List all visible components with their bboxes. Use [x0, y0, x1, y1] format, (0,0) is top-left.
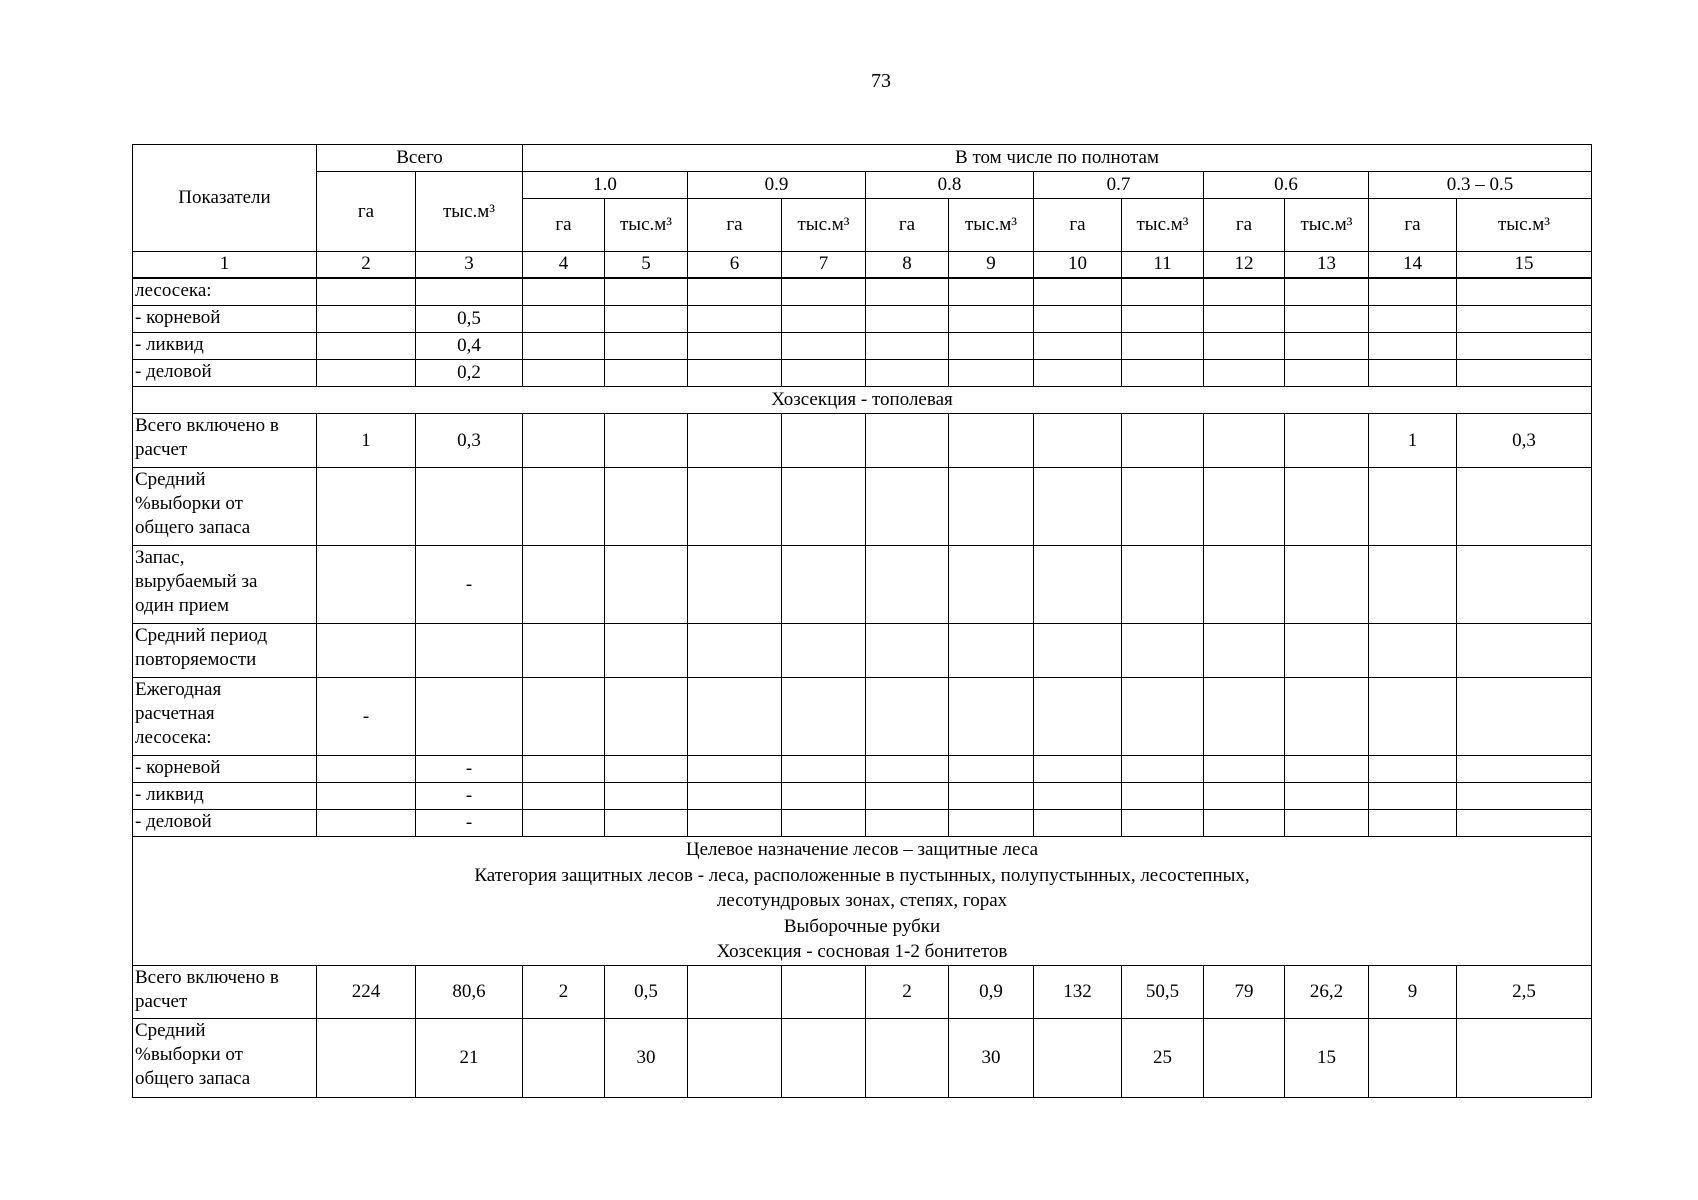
table-cell: [416, 278, 523, 306]
table-cell: [1457, 624, 1592, 678]
table-cell: [1204, 414, 1285, 468]
table-cell: 26,2: [1285, 966, 1369, 1019]
table-cell: [1457, 278, 1592, 306]
table-cell: [605, 810, 688, 837]
table-cell: [1457, 360, 1592, 387]
table-cell: [1369, 468, 1457, 546]
header-density: 0.3 – 0.5: [1369, 172, 1592, 199]
table-cell: 30: [605, 1019, 688, 1098]
table-row: [133, 278, 1592, 306]
row-label: - ликвид: [133, 333, 317, 360]
table-cell: [1285, 278, 1369, 306]
table-cell: -: [416, 756, 523, 783]
table-cell: [317, 333, 416, 360]
table-cell: [605, 333, 688, 360]
table-cell: [1204, 360, 1285, 387]
table-cell: [1369, 783, 1457, 810]
table-cell: [317, 624, 416, 678]
column-number: 10: [1034, 252, 1122, 278]
row-label: Ежегодная расчетная лесосека:: [133, 678, 317, 756]
table-cell: [1204, 783, 1285, 810]
table-cell: [1457, 333, 1592, 360]
table-cell: [949, 546, 1034, 624]
table-cell: [1034, 360, 1122, 387]
header-density: 0.9: [688, 172, 866, 199]
column-number: 9: [949, 252, 1034, 278]
table-cell: 0,2: [416, 360, 523, 387]
header-unit-vol: тыс.м³: [1122, 199, 1204, 252]
table-cell: 15: [1285, 1019, 1369, 1098]
table-cell: [605, 783, 688, 810]
table-cell: [1034, 678, 1122, 756]
table-cell: [688, 414, 782, 468]
row-label: Средний %выборки от общего запаса: [133, 1019, 317, 1098]
table-cell: [1369, 306, 1457, 333]
table-row: [133, 783, 1592, 810]
table-cell: [949, 756, 1034, 783]
table-cell: [523, 810, 605, 837]
table-cell: [782, 810, 866, 837]
table-cell: [866, 306, 949, 333]
forest-cutting-table: [132, 144, 1592, 1098]
table-cell: [1122, 278, 1204, 306]
table-cell: [866, 1019, 949, 1098]
table-cell: [782, 624, 866, 678]
table-cell: [317, 306, 416, 333]
table-cell: 79: [1204, 966, 1285, 1019]
table-cell: [1204, 546, 1285, 624]
table-cell: [688, 278, 782, 306]
table-cell: [1369, 678, 1457, 756]
table-cell: [523, 468, 605, 546]
header-unit-ha: га: [1204, 199, 1285, 252]
table-cell: -: [416, 783, 523, 810]
row-label: Всего включено в расчет: [133, 414, 317, 468]
row-label: Средний %выборки от общего запаса: [133, 468, 317, 546]
table-row: [133, 414, 1592, 468]
row-label: Запас, вырубаемый за один прием: [133, 546, 317, 624]
table-cell: -: [416, 810, 523, 837]
table-cell: [523, 546, 605, 624]
table-cell: 0,4: [416, 333, 523, 360]
table-cell: [688, 306, 782, 333]
table-cell: [1034, 278, 1122, 306]
table-cell: [782, 756, 866, 783]
table-cell: [605, 624, 688, 678]
table-cell: [1285, 756, 1369, 783]
table-cell: [1034, 1019, 1122, 1098]
table-cell: [782, 546, 866, 624]
table-cell: [523, 624, 605, 678]
row-label: - деловой: [133, 810, 317, 837]
header-total: Всего: [317, 145, 523, 172]
header-unit-vol: тыс.м³: [1285, 199, 1369, 252]
header-density: 1.0: [523, 172, 688, 199]
column-number: 4: [523, 252, 605, 278]
table-cell: [1285, 624, 1369, 678]
table-cell: [416, 678, 523, 756]
table-cell: [1457, 678, 1592, 756]
table-cell: [1204, 678, 1285, 756]
table-cell: [523, 756, 605, 783]
table-cell: [782, 783, 866, 810]
table-cell: [1369, 546, 1457, 624]
table-cell: [1457, 306, 1592, 333]
table-cell: [866, 783, 949, 810]
table-cell: [866, 810, 949, 837]
table-cell: [605, 678, 688, 756]
table-cell: [605, 306, 688, 333]
table-cell: [317, 756, 416, 783]
table-cell: [782, 468, 866, 546]
table-cell: [782, 1019, 866, 1098]
page-number: 73: [871, 70, 891, 92]
table-cell: [1122, 678, 1204, 756]
table-cell: [1285, 783, 1369, 810]
table-cell: 2: [866, 966, 949, 1019]
column-number: 11: [1122, 252, 1204, 278]
table-cell: [688, 468, 782, 546]
row-label: Всего включено в расчет: [133, 966, 317, 1019]
table-cell: [1369, 810, 1457, 837]
table-cell: 2,5: [1457, 966, 1592, 1019]
header-density: 0.7: [1034, 172, 1204, 199]
table-cell: [782, 360, 866, 387]
table-cell: [688, 966, 782, 1019]
header-unit-vol: тыс.м³: [605, 199, 688, 252]
header-unit-ha: га: [523, 199, 605, 252]
table-cell: 9: [1369, 966, 1457, 1019]
table-row: [133, 624, 1592, 678]
table-cell: [688, 783, 782, 810]
table-cell: [688, 333, 782, 360]
table-cell: [688, 810, 782, 837]
table-cell: [688, 546, 782, 624]
table-cell: [866, 468, 949, 546]
table-cell: [317, 1019, 416, 1098]
header-density: 0.8: [866, 172, 1034, 199]
table-cell: [605, 546, 688, 624]
table-cell: [1122, 546, 1204, 624]
table-cell: [1034, 783, 1122, 810]
table-cell: [523, 333, 605, 360]
table-cell: 50,5: [1122, 966, 1204, 1019]
table-cell: [949, 624, 1034, 678]
table-cell: 25: [1122, 1019, 1204, 1098]
table-cell: [1204, 333, 1285, 360]
header-indicators: Показатели: [133, 145, 317, 252]
table-cell: [1285, 414, 1369, 468]
table-row: [133, 1019, 1592, 1098]
table-cell: [1034, 306, 1122, 333]
table-cell: [782, 278, 866, 306]
table-cell: [782, 966, 866, 1019]
table-cell: [866, 624, 949, 678]
table-cell: [949, 468, 1034, 546]
column-number: 1: [133, 252, 317, 278]
table-cell: [1285, 360, 1369, 387]
column-number: 5: [605, 252, 688, 278]
table-cell: [317, 783, 416, 810]
header-unit-ha: га: [688, 199, 782, 252]
section-title: Хозсекция - тополевая: [133, 387, 1592, 414]
table-cell: [1204, 810, 1285, 837]
column-number: 13: [1285, 252, 1369, 278]
table-cell: [949, 810, 1034, 837]
table-cell: [1204, 624, 1285, 678]
table-cell: [1122, 306, 1204, 333]
table-cell: [782, 333, 866, 360]
table-cell: [688, 624, 782, 678]
table-row: [133, 546, 1592, 624]
table-cell: [317, 360, 416, 387]
table-cell: 0,9: [949, 966, 1034, 1019]
table-cell: [1122, 756, 1204, 783]
table-cell: [1457, 468, 1592, 546]
table-cell: 0,3: [416, 414, 523, 468]
table-cell: [866, 278, 949, 306]
table-cell: 132: [1034, 966, 1122, 1019]
table-cell: [605, 360, 688, 387]
table-row: [133, 306, 1592, 333]
table-cell: [1034, 756, 1122, 783]
table-cell: [605, 468, 688, 546]
table-cell: [1034, 546, 1122, 624]
table-cell: [1034, 414, 1122, 468]
table-cell: [1457, 810, 1592, 837]
column-number: 7: [782, 252, 866, 278]
table-cell: [317, 546, 416, 624]
table-cell: [949, 414, 1034, 468]
table-cell: [1204, 756, 1285, 783]
table-cell: 80,6: [416, 966, 523, 1019]
table-cell: [523, 306, 605, 333]
table-cell: [1034, 333, 1122, 360]
table-cell: [688, 1019, 782, 1098]
table-cell: [1122, 414, 1204, 468]
table-cell: 0,5: [416, 306, 523, 333]
table-cell: [1285, 678, 1369, 756]
table-cell: [1369, 1019, 1457, 1098]
table-cell: [1122, 468, 1204, 546]
table-cell: [1457, 783, 1592, 810]
table-cell: [949, 360, 1034, 387]
table-cell: [523, 414, 605, 468]
table-cell: [1034, 810, 1122, 837]
table-cell: [1122, 810, 1204, 837]
table-cell: 0,5: [605, 966, 688, 1019]
header-unit-vol: тыс.м³: [782, 199, 866, 252]
section-title: Целевое назначение лесов – защитные леса Категория защитных лесов - леса, расположенные в пустынных, полупустынных, лесостепных, лесотундровых зонах, степях, горах Выборочные рубки Хозсекция - сосновая 1-2 бонитетов: [133, 837, 1592, 966]
table-cell: [1285, 333, 1369, 360]
table-cell: [1122, 360, 1204, 387]
table-cell: [317, 468, 416, 546]
table-cell: -: [416, 546, 523, 624]
table-row: [133, 360, 1592, 387]
table-cell: 2: [523, 966, 605, 1019]
table-cell: [1369, 278, 1457, 306]
table-cell: 224: [317, 966, 416, 1019]
table-cell: 30: [949, 1019, 1034, 1098]
table-cell: [523, 783, 605, 810]
table-cell: 0,3: [1457, 414, 1592, 468]
table-cell: 1: [1369, 414, 1457, 468]
column-number: 3: [416, 252, 523, 278]
header-unit-ha: га: [1034, 199, 1122, 252]
table-cell: [1369, 360, 1457, 387]
table-cell: [866, 333, 949, 360]
table-cell: [949, 783, 1034, 810]
table-cell: [523, 678, 605, 756]
table-cell: [1034, 624, 1122, 678]
row-label: - корневой: [133, 756, 317, 783]
table-cell: [416, 468, 523, 546]
table-cell: [949, 333, 1034, 360]
table-cell: [866, 678, 949, 756]
table-cell: [1369, 756, 1457, 783]
section-row: [133, 387, 1592, 414]
header-total-vol: тыс.м³: [416, 172, 523, 252]
header-by-density: В том числе по полнотам: [523, 145, 1592, 172]
section-row: [133, 837, 1592, 966]
table-cell: [416, 624, 523, 678]
column-number: 2: [317, 252, 416, 278]
row-label: - ликвид: [133, 783, 317, 810]
table-cell: [1285, 810, 1369, 837]
table-cell: [782, 678, 866, 756]
table-cell: 1: [317, 414, 416, 468]
table-row: [133, 756, 1592, 783]
table-cell: [605, 278, 688, 306]
column-number: 6: [688, 252, 782, 278]
table-cell: [1204, 468, 1285, 546]
table-cell: [1122, 333, 1204, 360]
table-cell: [1034, 468, 1122, 546]
header-unit-vol: тыс.м³: [1457, 199, 1592, 252]
table-row: [133, 810, 1592, 837]
column-number: 14: [1369, 252, 1457, 278]
column-number: 8: [866, 252, 949, 278]
row-label: - корневой: [133, 306, 317, 333]
table-cell: [949, 278, 1034, 306]
table-cell: [523, 1019, 605, 1098]
table-cell: [1285, 306, 1369, 333]
table-cell: [1204, 278, 1285, 306]
table-cell: [782, 414, 866, 468]
table-cell: 21: [416, 1019, 523, 1098]
table-cell: [866, 360, 949, 387]
table-cell: [1285, 468, 1369, 546]
table-cell: [1285, 546, 1369, 624]
table-cell: [605, 756, 688, 783]
table-row: [133, 966, 1592, 1019]
table-cell: [523, 278, 605, 306]
table-cell: [688, 678, 782, 756]
table-cell: [688, 756, 782, 783]
table-cell: [782, 306, 866, 333]
header-total-ha: га: [317, 172, 416, 252]
row-label: Средний период повторяемости: [133, 624, 317, 678]
table-cell: [1204, 306, 1285, 333]
column-number: 15: [1457, 252, 1592, 278]
table-cell: [1457, 756, 1592, 783]
table-cell: [317, 278, 416, 306]
table-cell: [866, 546, 949, 624]
table-cell: [1457, 1019, 1592, 1098]
row-label: лесосека:: [133, 278, 317, 306]
header-unit-ha: га: [1369, 199, 1457, 252]
table-cell: [1369, 624, 1457, 678]
table-cell: [949, 678, 1034, 756]
table-cell: [1122, 783, 1204, 810]
table-cell: [317, 810, 416, 837]
table-row: [133, 678, 1592, 756]
table-cell: [866, 756, 949, 783]
header-unit-vol: тыс.м³: [949, 199, 1034, 252]
table-cell: -: [317, 678, 416, 756]
table-row: [133, 468, 1592, 546]
header-density: 0.6: [1204, 172, 1369, 199]
table-cell: [1204, 1019, 1285, 1098]
table-cell: [949, 306, 1034, 333]
table-cell: [1122, 624, 1204, 678]
column-number: 12: [1204, 252, 1285, 278]
row-label: - деловой: [133, 360, 317, 387]
table-cell: [1369, 333, 1457, 360]
table-row: [133, 333, 1592, 360]
table-cell: [866, 414, 949, 468]
header-unit-ha: га: [866, 199, 949, 252]
table-cell: [688, 360, 782, 387]
table-cell: [523, 360, 605, 387]
table-cell: [605, 414, 688, 468]
table-cell: [1457, 546, 1592, 624]
